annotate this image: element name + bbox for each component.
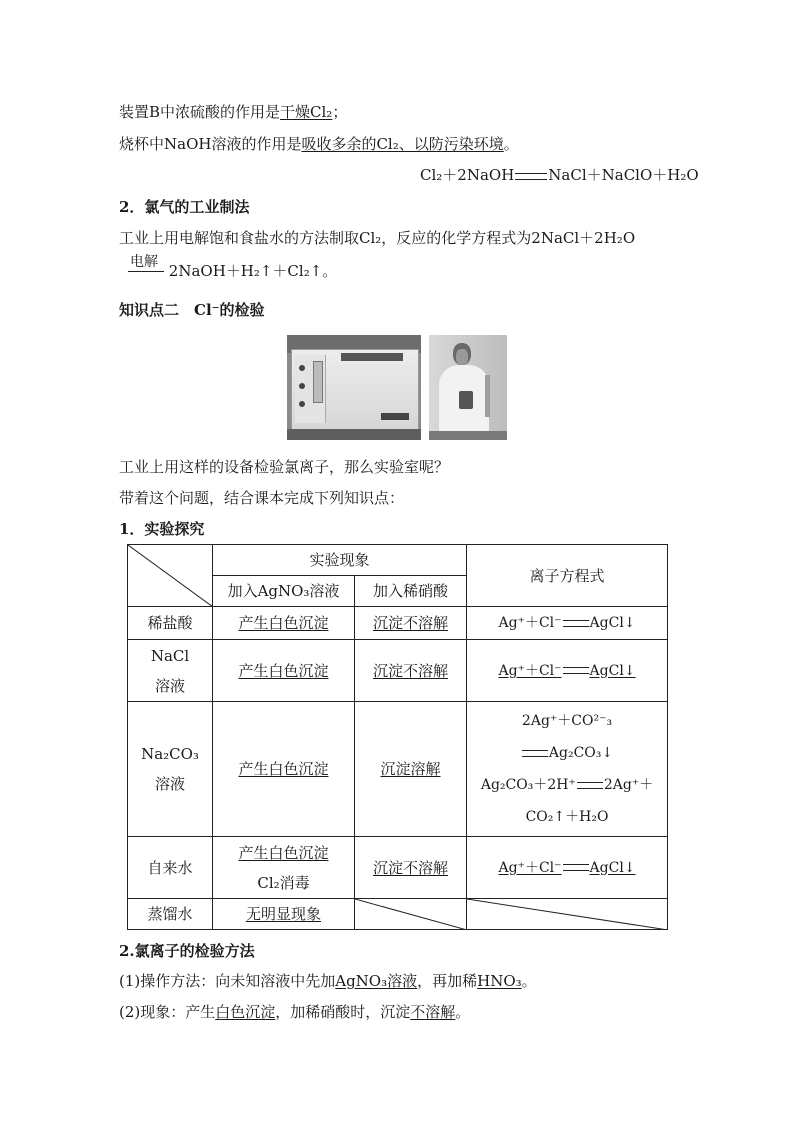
agno3-note: Cl₂消毒 — [257, 873, 310, 892]
electrolysis-products: 2NaOH＋H₂↑＋Cl₂↑。 — [168, 262, 338, 280]
table-row — [128, 702, 668, 837]
corner-diagonal — [128, 545, 213, 607]
table-row — [128, 837, 668, 899]
phenomenon-suffix: 。 — [455, 1003, 471, 1021]
phenomenon-answer-2: 不溶解 — [410, 1003, 456, 1021]
sample-line-2: 溶液 — [154, 775, 185, 793]
diagonal-line — [128, 545, 213, 607]
eq-right: AgCl↓ — [589, 615, 636, 631]
condition-line — [128, 271, 164, 272]
sample-line-1: Na₂CO₃ — [141, 745, 199, 763]
diagonal-line — [467, 899, 668, 930]
test-tube — [485, 375, 490, 417]
industrial-text: 工业上用电解饱和食盐水的方法制取Cl₂，反应的化学方程式为2NaCl＋2H₂O — [119, 229, 636, 247]
agno3-result-cell — [213, 607, 355, 640]
method-heading: 2.氯离子的检验方法 — [119, 942, 255, 960]
empty-diagonal-cell — [467, 899, 668, 930]
empty-diagonal-cell — [355, 899, 467, 930]
experiment-heading: 1．实验探究 — [119, 520, 205, 538]
lab-bench — [429, 431, 507, 440]
experiment-table — [127, 544, 668, 930]
eq-line-2 — [469, 737, 665, 769]
intro-line-1 — [119, 101, 347, 123]
header-add-agno3: 加入AgNO₃溶液 — [213, 576, 355, 607]
question-line-1: 工业上用这样的设备检验氯离子，那么实验室呢？ — [119, 458, 450, 476]
header-ionic-equation: 离子方程式 — [467, 545, 668, 607]
agno3-result: 产生白色沉淀 — [238, 614, 329, 632]
sample-cell: 蒸馏水 — [128, 899, 213, 930]
intro-line-2-suffix: 。 — [503, 135, 519, 153]
phenomenon-text: (2)现象：产生 — [119, 1003, 216, 1021]
equation-cell — [467, 640, 668, 702]
analyzer-knob — [299, 383, 305, 389]
question-line-2: 带着这个问题，结合课本完成下列知识点： — [119, 489, 405, 507]
knowledge-point-2-heading: 知识点二 Cl⁻的检验 — [119, 301, 265, 319]
eq-left: Ag⁺＋Cl⁻ — [498, 859, 562, 876]
equals-sign — [563, 864, 589, 871]
intro-line-1-text: 装置B中浓硫酸的作用是 — [119, 103, 281, 121]
equals-sign — [577, 782, 603, 789]
equation-cell — [467, 837, 668, 899]
hno3-result-cell — [355, 640, 467, 702]
condition-label: 电解 — [130, 254, 158, 270]
hno3-result: 沉淀不溶解 — [373, 858, 449, 877]
analyzer-knob — [299, 401, 305, 407]
header-add-hno3: 加入稀硝酸 — [355, 576, 467, 607]
eq-right: AgCl↓ — [589, 662, 636, 679]
eq-left: Ag⁺＋Cl⁻ — [498, 615, 562, 631]
operation-answer-1: AgNO₃溶液 — [335, 972, 418, 990]
agno3-result: 无明显现象 — [245, 905, 321, 923]
sample-cell — [128, 640, 213, 702]
operation-suffix: 。 — [521, 972, 537, 990]
sample-line-2: 溶液 — [154, 676, 185, 695]
operation-mid: ，再加稀 — [417, 972, 478, 990]
intro-line-2-text: 烧杯中NaOH溶液的作用是 — [119, 135, 302, 153]
phenomenon-mid: ，加稀硝酸时，沉淀 — [275, 1003, 411, 1021]
eq-right: AgCl↓ — [589, 859, 636, 876]
agno3-result-cell — [213, 640, 355, 702]
table-row — [128, 899, 668, 930]
hno3-result: 沉淀不溶解 — [373, 661, 449, 680]
intro-line-2-answer: 吸收多余的Cl₂、以防污染环境 — [301, 135, 504, 153]
photo-bench — [287, 429, 421, 440]
equation-cell — [467, 702, 668, 837]
agno3-result: 产生白色沉淀 — [238, 661, 329, 680]
equals-sign — [522, 750, 548, 757]
eq-line-1: 2Ag⁺＋CO²⁻₃ — [521, 713, 613, 729]
eq-line-4: CO₂↑＋H₂O — [525, 809, 609, 825]
table-row — [128, 607, 668, 640]
diagonal-line — [355, 899, 467, 930]
cell-diagonal — [355, 899, 467, 930]
equation-left: Cl₂＋2NaOH — [420, 166, 515, 184]
scientist-face — [456, 349, 468, 365]
analyzer-model-plate — [381, 413, 409, 420]
agno3-result-cell — [213, 702, 355, 837]
analyzer-knob — [299, 365, 305, 371]
equals-sign — [515, 173, 547, 180]
table-row — [128, 640, 668, 702]
chlorine-naoh-equation — [420, 164, 699, 186]
electrolysis-equation — [128, 254, 338, 282]
equation-right: NaCl＋NaClO＋H₂O — [548, 166, 699, 184]
cell-diagonal — [467, 899, 668, 930]
sample-cell: 稀盐酸 — [128, 607, 213, 640]
header-phenomena: 实验现象 — [213, 545, 467, 576]
hno3-result: 沉淀不溶解 — [373, 614, 449, 632]
analyzer-label-plate — [341, 353, 403, 361]
operation-line — [119, 970, 537, 992]
agno3-result: 产生白色沉淀 — [238, 760, 329, 778]
eq-line-2-right: Ag₂CO₃↓ — [548, 745, 614, 761]
phenomenon-answer-1: 白色沉淀 — [215, 1003, 276, 1021]
agno3-result-cell — [213, 837, 355, 899]
beaker — [459, 391, 473, 409]
analyzer-gauge — [313, 361, 323, 403]
eq-line-3 — [469, 769, 665, 801]
operation-text: (1)操作方法：向未知溶液中先加 — [119, 972, 336, 990]
section-heading-industrial: 2．氯气的工业制法 — [119, 198, 250, 216]
sample-cell: 自来水 — [128, 837, 213, 899]
equation-cell — [467, 607, 668, 640]
sample-line-1: NaCl — [150, 646, 190, 665]
table-corner-cell — [128, 545, 213, 607]
lab-scientist-photo — [429, 335, 507, 440]
equals-sign — [563, 667, 589, 674]
phenomenon-line — [119, 1001, 470, 1023]
intro-line-1-answer: 干燥Cl₂ — [280, 103, 333, 121]
intro-line-2 — [119, 133, 519, 155]
hno3-result-cell — [355, 837, 467, 899]
sample-cell — [128, 702, 213, 837]
eq-line-3-left: Ag₂CO₃＋2H⁺ — [480, 777, 576, 793]
operation-answer-2: HNO₃ — [477, 972, 522, 990]
eq-line-3-right: 2Ag⁺＋ — [603, 777, 654, 793]
hno3-result-cell — [355, 702, 467, 837]
equals-sign — [563, 620, 589, 627]
eq-left: Ag⁺＋Cl⁻ — [498, 662, 562, 679]
hno3-result: 沉淀溶解 — [380, 760, 441, 778]
agno3-result: 产生白色沉淀 — [238, 843, 329, 862]
chloride-analyzer-photo — [287, 335, 421, 440]
hno3-result-cell — [355, 607, 467, 640]
electrolysis-condition — [128, 254, 164, 279]
intro-line-1-suffix: ； — [332, 103, 348, 121]
agno3-result-cell — [213, 899, 355, 930]
